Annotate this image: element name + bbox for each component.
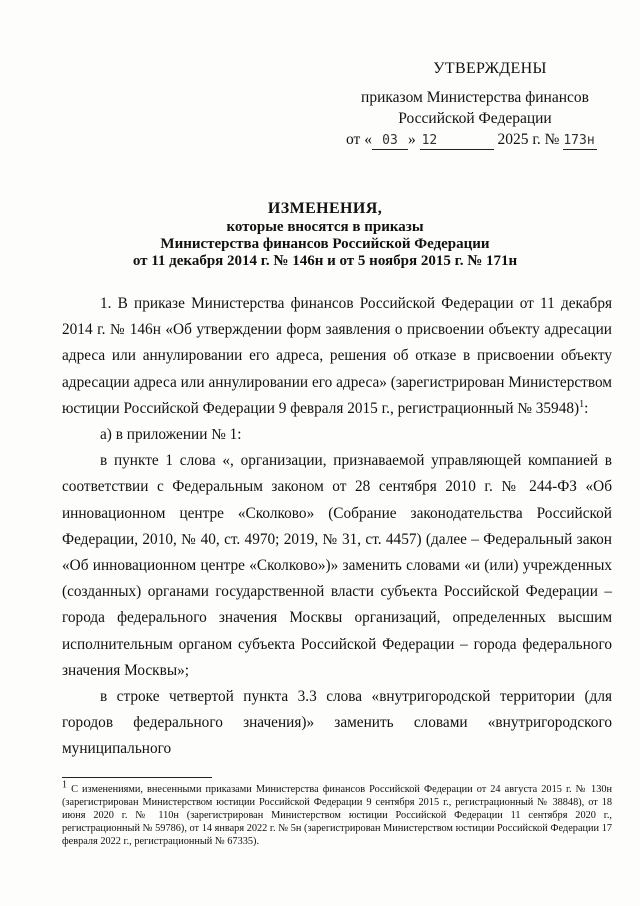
heading-line-3: от 11 декабря 2014 г. № 146н и от 5 ноября 2015 г. № 171н — [132, 253, 518, 269]
paragraph-3: в пункте 1 слова «, организации, признаваемой управляющей компанией в соответствии с Федеральным законом от 28 сентября 2010 г. № 244-ФЗ «Об инновационном центре «Сколково» (Собрание законодательства Российской Федерации, 2010, № 40, ст. 4970; 2019, № 31, ст. 4457) (далее – Федеральный закон «Об инновационном центре «Сколково»)» заменить словами «и (или) учрежденных (созданных) органами государственной власти субъекта Российской Федерации – города федерального значения Москвы организаций, определенных высшим исполнительным органом субъекта Российской Федерации – города федерального значения Москвы»; — [62, 452, 612, 679]
approval-title: УТВЕРЖДЕНЫ — [433, 60, 547, 77]
approval-block — [340, 58, 610, 150]
paragraph-1 — [62, 291, 612, 422]
paragraph-1-text: 1. В приказе Министерства финансов Российской Федерации от 11 декабря 2014 г. № 146н «Об утверждении форм заявления о присвоении объекту адресации адреса или аннулировании его адреса, решения об отказе в присвоении объекту адресации адреса или аннулировании его адреса» (зарегистрирован Министерством юстиции Российской Федерации 9 февраля 2015 г., регистрационный № 35948) — [62, 295, 612, 417]
approval-order-line: приказом Министерства финансов — [361, 89, 589, 106]
heading-title: ИЗМЕНЕНИЯ, — [267, 200, 383, 217]
heading-line-2: Министерства финансов Российской Федерации — [160, 236, 490, 252]
date-month: 12 — [420, 133, 494, 150]
approval-date-line — [346, 129, 610, 150]
footnote-mark: 1 — [62, 779, 67, 791]
date-day: 03 — [372, 133, 408, 150]
approval-ministry-line: Российской Федерации — [398, 110, 552, 127]
footnote-separator — [62, 777, 212, 778]
paragraph-4: в строке четвертой пункта 3.3 слова «внутригородской территории (для городов федерального значения)» заменить словами «внутригородского муниципального — [62, 688, 612, 758]
date-prefix: от « — [346, 131, 372, 148]
footnote — [62, 779, 612, 848]
date-mid: » — [407, 131, 416, 148]
footnote-ref: 1 — [579, 398, 585, 410]
footnote-text: С изменениями, внесенными приказами Министерства финансов Российской Федерации от 24 августа 2015 г. № 130н (зарегистрирован Министерством юстиции Российской Федерации 9 сентября 2015 г., регистрационный № 38848), от 18 июня 2020 г. № 110н (зарегистрирован Министерством юстиции Российской Федерации 11 сентября 2020 г., регистрационный № 59786), от 14 января 2022 г. № 5н (зарегистрирован Министерством юстиции Российской Федерации 17 февраля 2022 г., регистрационный № 67335). — [62, 784, 612, 847]
document-body — [62, 291, 612, 763]
paragraph-1-tail: : — [584, 399, 589, 417]
order-number: 173н — [563, 133, 597, 150]
document-heading — [60, 200, 590, 270]
heading-line-1: которые вносятся в приказы — [226, 219, 424, 235]
date-year: 2025 г. № — [497, 131, 560, 148]
paragraph-2: а) в приложении № 1: — [100, 426, 242, 444]
